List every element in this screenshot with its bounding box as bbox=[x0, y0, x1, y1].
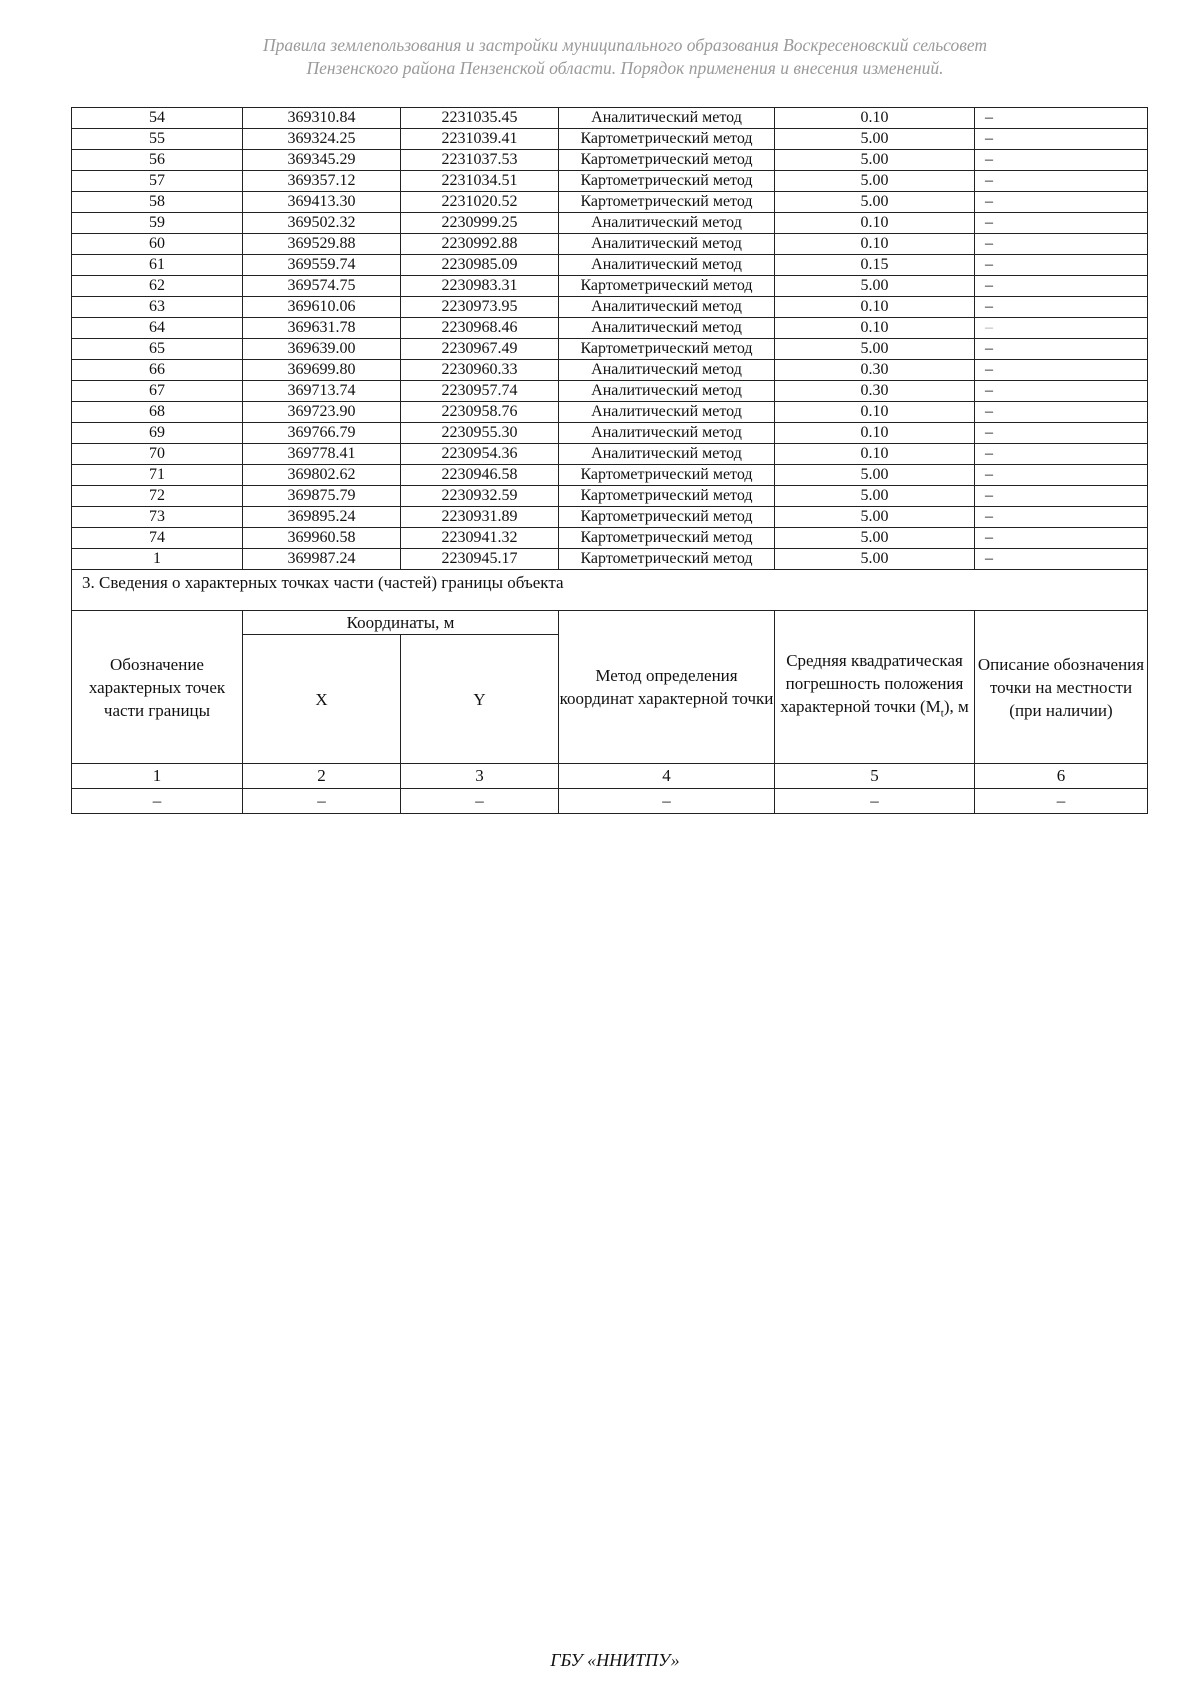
error-cell: 5.00 bbox=[775, 549, 975, 570]
x-coordinate-cell: 369802.62 bbox=[243, 465, 401, 486]
table-row bbox=[72, 108, 1148, 129]
method-cell: Аналитический метод bbox=[559, 297, 775, 318]
y-coordinate-cell: 2230941.32 bbox=[401, 528, 559, 549]
x-coordinate-cell: 369723.90 bbox=[243, 402, 401, 423]
y-coordinate-cell: 2230954.36 bbox=[401, 444, 559, 465]
description-cell: – bbox=[975, 528, 1148, 549]
table-row bbox=[72, 150, 1148, 171]
error-cell: 5.00 bbox=[775, 150, 975, 171]
method-cell: Аналитический метод bbox=[559, 381, 775, 402]
x-coordinate-cell: 369529.88 bbox=[243, 234, 401, 255]
error-cell: 0.30 bbox=[775, 360, 975, 381]
column-number: 2 bbox=[243, 764, 401, 789]
table-row bbox=[72, 402, 1148, 423]
table-row bbox=[72, 339, 1148, 360]
empty-cell: – bbox=[72, 789, 243, 814]
error-cell: 0.30 bbox=[775, 381, 975, 402]
error-cell: 0.10 bbox=[775, 444, 975, 465]
method-cell: Аналитический метод bbox=[559, 402, 775, 423]
description-cell: – bbox=[975, 129, 1148, 150]
col-y-header: Y bbox=[401, 635, 559, 764]
y-coordinate-cell: 2230931.89 bbox=[401, 507, 559, 528]
y-coordinate-cell: 2230973.95 bbox=[401, 297, 559, 318]
method-cell: Картометрический метод bbox=[559, 465, 775, 486]
y-coordinate-cell: 2230932.59 bbox=[401, 486, 559, 507]
y-coordinate-cell: 2231035.45 bbox=[401, 108, 559, 129]
point-number-cell: 72 bbox=[72, 486, 243, 507]
point-number-cell: 70 bbox=[72, 444, 243, 465]
table-row bbox=[72, 192, 1148, 213]
method-cell: Картометрический метод bbox=[559, 276, 775, 297]
point-number-cell: 63 bbox=[72, 297, 243, 318]
error-cell: 0.10 bbox=[775, 318, 975, 339]
section3-title-row bbox=[72, 570, 1148, 611]
method-cell: Картометрический метод bbox=[559, 129, 775, 150]
error-cell: 0.10 bbox=[775, 402, 975, 423]
description-cell: – bbox=[975, 297, 1148, 318]
error-cell: 5.00 bbox=[775, 276, 975, 297]
point-number-cell: 56 bbox=[72, 150, 243, 171]
error-cell: 0.10 bbox=[775, 423, 975, 444]
column-number: 6 bbox=[975, 764, 1148, 789]
y-coordinate-cell: 2231020.52 bbox=[401, 192, 559, 213]
description-cell: – bbox=[975, 255, 1148, 276]
header-line-2: Пензенского района Пензенской области. Порядок применения и внесения изменений. bbox=[306, 58, 944, 78]
x-coordinate-cell: 369345.29 bbox=[243, 150, 401, 171]
method-cell: Картометрический метод bbox=[559, 150, 775, 171]
error-cell: 5.00 bbox=[775, 339, 975, 360]
y-coordinate-cell: 2230992.88 bbox=[401, 234, 559, 255]
description-cell: – bbox=[975, 234, 1148, 255]
x-coordinate-cell: 369987.24 bbox=[243, 549, 401, 570]
description-cell: – bbox=[975, 339, 1148, 360]
method-cell: Картометрический метод bbox=[559, 192, 775, 213]
description-cell: – bbox=[975, 486, 1148, 507]
error-cell: 0.15 bbox=[775, 255, 975, 276]
method-cell: Картометрический метод bbox=[559, 549, 775, 570]
y-coordinate-cell: 2231034.51 bbox=[401, 171, 559, 192]
x-coordinate-cell: 369699.80 bbox=[243, 360, 401, 381]
point-number-cell: 67 bbox=[72, 381, 243, 402]
method-cell: Аналитический метод bbox=[559, 108, 775, 129]
description-cell: – bbox=[975, 444, 1148, 465]
table-row bbox=[72, 360, 1148, 381]
x-coordinate-cell: 369502.32 bbox=[243, 213, 401, 234]
point-number-cell: 74 bbox=[72, 528, 243, 549]
x-coordinate-cell: 369895.24 bbox=[243, 507, 401, 528]
x-coordinate-cell: 369778.41 bbox=[243, 444, 401, 465]
point-number-cell: 65 bbox=[72, 339, 243, 360]
col-desc-header: Описание обозначения точки на местности (при наличии) bbox=[975, 611, 1148, 764]
method-cell: Аналитический метод bbox=[559, 444, 775, 465]
method-cell: Аналитический метод bbox=[559, 213, 775, 234]
description-cell: – bbox=[975, 360, 1148, 381]
table-row bbox=[72, 423, 1148, 444]
description-cell: – bbox=[975, 171, 1148, 192]
method-cell: Аналитический метод bbox=[559, 234, 775, 255]
column-number: 5 bbox=[775, 764, 975, 789]
table-row bbox=[72, 129, 1148, 150]
point-number-cell: 55 bbox=[72, 129, 243, 150]
error-cell: 5.00 bbox=[775, 465, 975, 486]
coordinates-table-body bbox=[72, 108, 1148, 570]
table-row bbox=[72, 171, 1148, 192]
table-row bbox=[72, 528, 1148, 549]
x-coordinate-cell: 369610.06 bbox=[243, 297, 401, 318]
description-cell: – bbox=[975, 507, 1148, 528]
description-cell: – bbox=[975, 150, 1148, 171]
x-coordinate-cell: 369713.74 bbox=[243, 381, 401, 402]
table-row bbox=[72, 255, 1148, 276]
empty-cell: – bbox=[243, 789, 401, 814]
error-cell: 5.00 bbox=[775, 507, 975, 528]
method-cell: Картометрический метод bbox=[559, 528, 775, 549]
x-coordinate-cell: 369574.75 bbox=[243, 276, 401, 297]
point-number-cell: 60 bbox=[72, 234, 243, 255]
method-cell: Аналитический метод bbox=[559, 318, 775, 339]
error-cell: 0.10 bbox=[775, 234, 975, 255]
description-cell: – bbox=[975, 213, 1148, 234]
col-coords-header: Координаты, м bbox=[243, 611, 559, 635]
y-coordinate-cell: 2230999.25 bbox=[401, 213, 559, 234]
x-coordinate-cell: 369766.79 bbox=[243, 423, 401, 444]
x-coordinate-cell: 369960.58 bbox=[243, 528, 401, 549]
method-cell: Аналитический метод bbox=[559, 255, 775, 276]
error-cell: 5.00 bbox=[775, 129, 975, 150]
x-coordinate-cell: 369413.30 bbox=[243, 192, 401, 213]
point-number-cell: 66 bbox=[72, 360, 243, 381]
y-coordinate-cell: 2230960.33 bbox=[401, 360, 559, 381]
point-number-cell: 64 bbox=[72, 318, 243, 339]
x-coordinate-cell: 369631.78 bbox=[243, 318, 401, 339]
section3-empty-row bbox=[72, 789, 1148, 814]
coordinates-table bbox=[71, 107, 1148, 814]
description-cell: – bbox=[975, 423, 1148, 444]
error-cell: 5.00 bbox=[775, 192, 975, 213]
point-number-cell: 73 bbox=[72, 507, 243, 528]
section3-header-row bbox=[72, 611, 1148, 635]
y-coordinate-cell: 2230968.46 bbox=[401, 318, 559, 339]
section3-column-numbers-row bbox=[72, 764, 1148, 789]
column-number: 4 bbox=[559, 764, 775, 789]
description-cell: – bbox=[975, 318, 1148, 339]
error-cell: 5.00 bbox=[775, 171, 975, 192]
point-number-cell: 59 bbox=[72, 213, 243, 234]
document-header bbox=[0, 34, 1200, 80]
point-number-cell: 57 bbox=[72, 171, 243, 192]
section3-title: 3. Сведения о характерных точках части (частей) границы объекта bbox=[72, 570, 1148, 611]
point-number-cell: 69 bbox=[72, 423, 243, 444]
error-cell: 5.00 bbox=[775, 528, 975, 549]
col-error-header: Средняя квадратическая погрешность положения характерной точки $(M_t)$, м bbox=[775, 611, 975, 764]
x-coordinate-cell: 369875.79 bbox=[243, 486, 401, 507]
x-coordinate-cell: 369639.00 bbox=[243, 339, 401, 360]
empty-cell: – bbox=[975, 789, 1148, 814]
table-row bbox=[72, 486, 1148, 507]
method-cell: Картометрический метод bbox=[559, 339, 775, 360]
document-footer: ГБУ «ННИТПУ» bbox=[550, 1650, 680, 1670]
y-coordinate-cell: 2230958.76 bbox=[401, 402, 559, 423]
empty-cell: – bbox=[775, 789, 975, 814]
description-cell: – bbox=[975, 549, 1148, 570]
description-cell: – bbox=[975, 381, 1148, 402]
column-number: 1 bbox=[72, 764, 243, 789]
y-coordinate-cell: 2230985.09 bbox=[401, 255, 559, 276]
y-coordinate-cell: 2230983.31 bbox=[401, 276, 559, 297]
table-row bbox=[72, 549, 1148, 570]
y-coordinate-cell: 2231037.53 bbox=[401, 150, 559, 171]
method-cell: Аналитический метод bbox=[559, 423, 775, 444]
point-number-cell: 71 bbox=[72, 465, 243, 486]
table-row bbox=[72, 507, 1148, 528]
point-number-cell: 54 bbox=[72, 108, 243, 129]
description-cell: – bbox=[975, 402, 1148, 423]
method-cell: Аналитический метод bbox=[559, 360, 775, 381]
y-coordinate-cell: 2230967.49 bbox=[401, 339, 559, 360]
col-x-header: X bbox=[243, 635, 401, 764]
table-row bbox=[72, 318, 1148, 339]
table-row bbox=[72, 297, 1148, 318]
point-number-cell: 61 bbox=[72, 255, 243, 276]
y-coordinate-cell: 2230946.58 bbox=[401, 465, 559, 486]
empty-cell: – bbox=[401, 789, 559, 814]
y-coordinate-cell: 2230945.17 bbox=[401, 549, 559, 570]
table-row bbox=[72, 465, 1148, 486]
point-number-cell: 68 bbox=[72, 402, 243, 423]
empty-cell: – bbox=[559, 789, 775, 814]
error-cell: 0.10 bbox=[775, 108, 975, 129]
col-designation-header: Обозначение характерных точек части границы bbox=[72, 611, 243, 764]
table-row bbox=[72, 234, 1148, 255]
x-coordinate-cell: 369310.84 bbox=[243, 108, 401, 129]
error-cell: 0.10 bbox=[775, 213, 975, 234]
section3-block bbox=[72, 570, 1148, 814]
y-coordinate-cell: 2231039.41 bbox=[401, 129, 559, 150]
error-cell: 5.00 bbox=[775, 486, 975, 507]
y-coordinate-cell: 2230957.74 bbox=[401, 381, 559, 402]
point-number-cell: 58 bbox=[72, 192, 243, 213]
table-row bbox=[72, 381, 1148, 402]
header-line-1: Правила землепользования и застройки муниципального образования Воскресеновский сельсовет bbox=[262, 35, 988, 55]
description-cell: – bbox=[975, 192, 1148, 213]
description-cell: – bbox=[975, 108, 1148, 129]
y-coordinate-cell: 2230955.30 bbox=[401, 423, 559, 444]
table-row bbox=[72, 444, 1148, 465]
x-coordinate-cell: 369324.25 bbox=[243, 129, 401, 150]
x-coordinate-cell: 369357.12 bbox=[243, 171, 401, 192]
method-cell: Картометрический метод bbox=[559, 486, 775, 507]
x-coordinate-cell: 369559.74 bbox=[243, 255, 401, 276]
table-row bbox=[72, 213, 1148, 234]
method-cell: Картометрический метод bbox=[559, 171, 775, 192]
method-cell: Картометрический метод bbox=[559, 507, 775, 528]
description-cell: – bbox=[975, 276, 1148, 297]
column-number: 3 bbox=[401, 764, 559, 789]
error-cell: 0.10 bbox=[775, 297, 975, 318]
col-method-header: Метод определения координат характерной точки bbox=[559, 611, 775, 764]
point-number-cell: 62 bbox=[72, 276, 243, 297]
point-number-cell: 1 bbox=[72, 549, 243, 570]
description-cell: – bbox=[975, 465, 1148, 486]
table-row bbox=[72, 276, 1148, 297]
